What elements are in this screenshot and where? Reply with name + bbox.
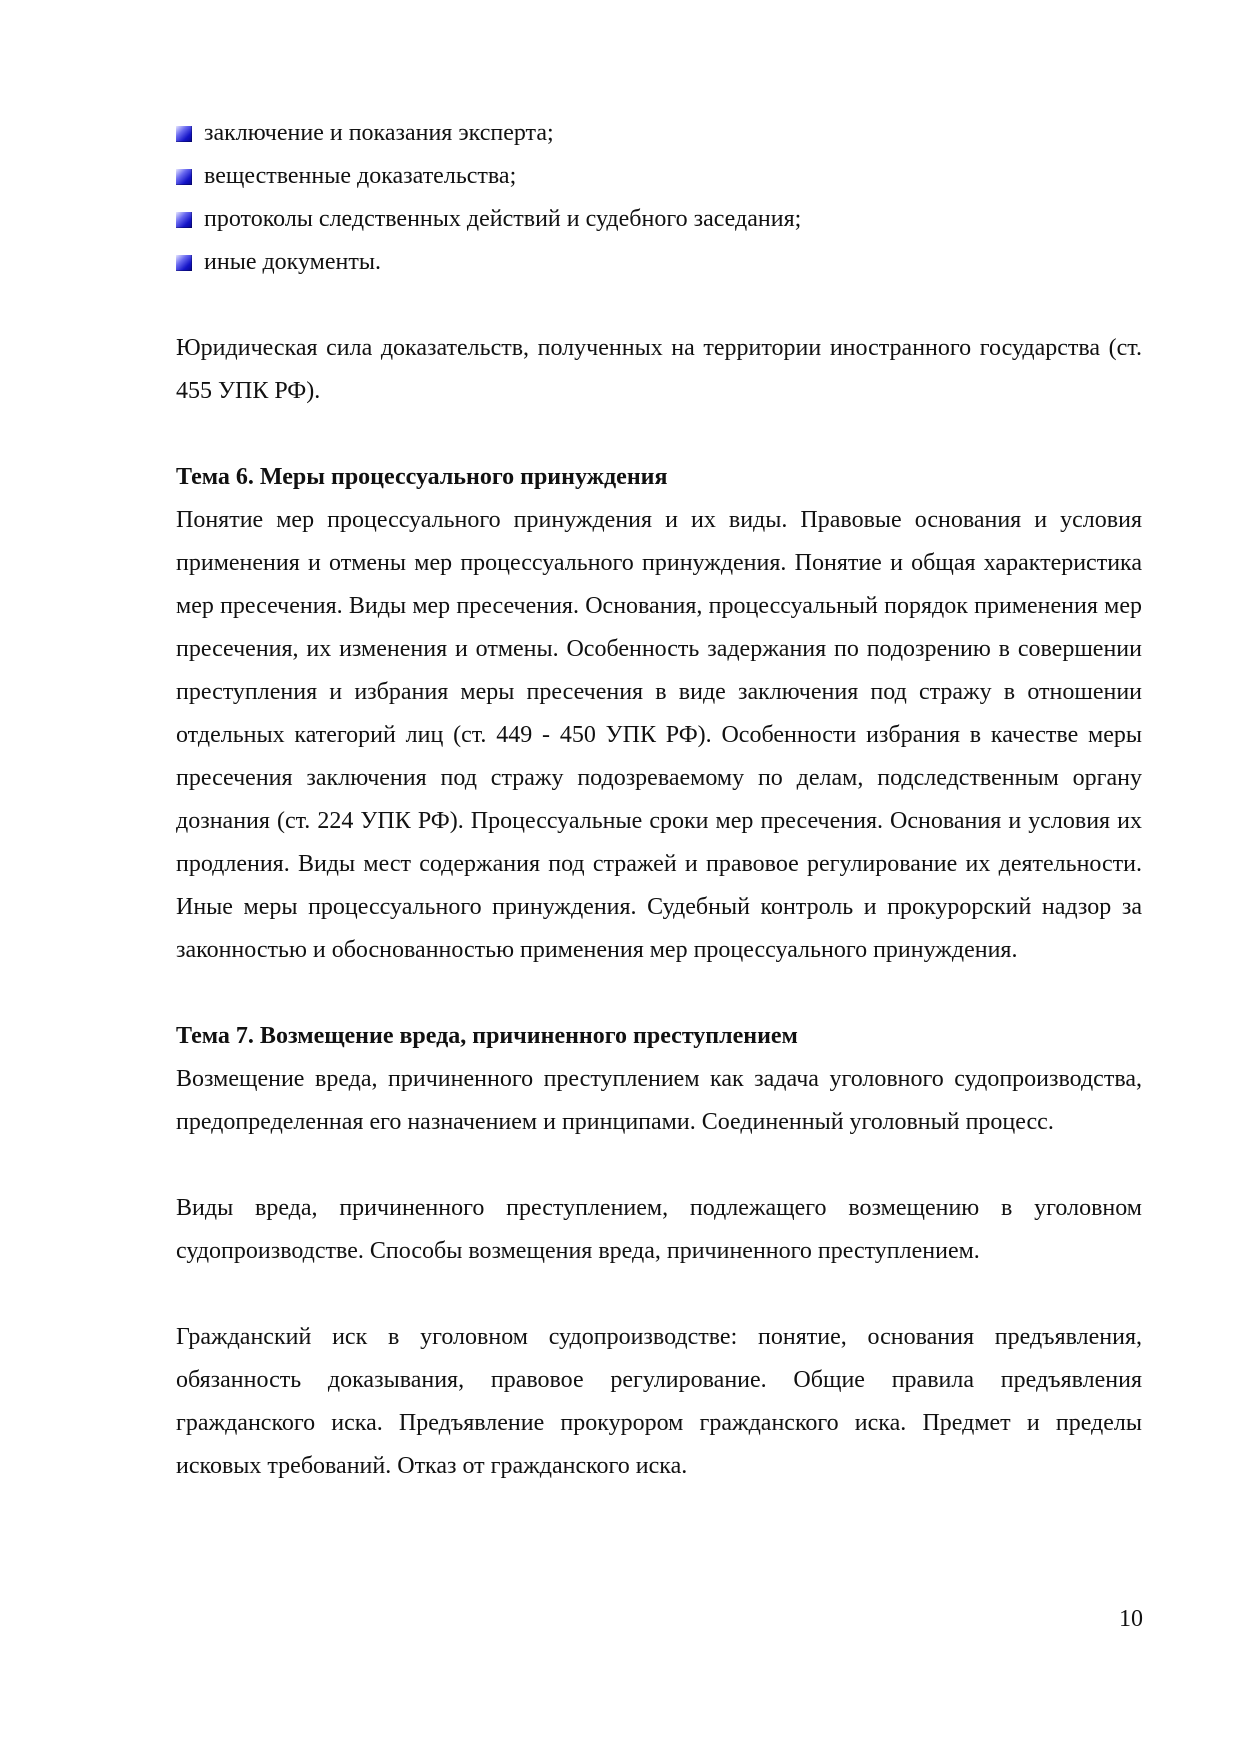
list-item-text: заключение и показания эксперта; — [204, 120, 554, 146]
spacer — [176, 972, 1142, 1015]
evidence-list — [176, 112, 1142, 284]
spacer — [176, 413, 1142, 456]
topic-6-body: Понятие мер процессуального принуждения и их виды. Правовые основания и условия применения и отмены мер процессуального принуждения. Понятие и общая характеристика мер пресечения. Виды мер пресечения. Основания, процессуальный порядок применения мер пресечения, их изменения и отмены. Особенность задержания по подозрению в совершении преступления и избрания меры пресечения в виде заключения под стражу в отношении отдельных категорий лиц (ст. 449 - 450 УПК РФ). Особенности избрания в качестве меры пресечения заключения под стражу подозреваемому по делам, подследственным органу дознания (ст. 224 УПК РФ). Процессуальные сроки мер пресечения. Основания и условия их продления. Виды мест содержания под стражей и правовое регулирование их деятельности. Иные меры процессуального принуждения. Судебный контроль и прокурорский надзор за законностью и обоснованностью применения мер процессуального принуждения. — [176, 507, 1142, 963]
list-item-text: протоколы следственных действий и судебного заседания; — [204, 206, 802, 232]
topic-7-paragraph-3: Гражданский иск в уголовном судопроизводстве: понятие, основания предъявления, обязанность доказывания, правовое регулирование. Общие правила предъявления гражданского иска. Предъявление прокурором гражданского иска. Предмет и пределы исковых требований. Отказ от гражданского иска. — [176, 1324, 1142, 1479]
spacer — [176, 1144, 1142, 1187]
topic-7-heading: Тема 7. Возмещение вреда, причиненного преступлением — [176, 1023, 798, 1049]
square-bullet-icon — [176, 126, 192, 142]
topic-6-heading: Тема 6. Меры процессуального принуждения — [176, 464, 668, 490]
list-item-text: иные документы. — [204, 249, 381, 275]
spacer — [176, 1273, 1142, 1316]
square-bullet-icon — [176, 169, 192, 185]
spacer — [176, 284, 1142, 327]
page-number: 10 — [1119, 1606, 1143, 1632]
topic-7-paragraph-1: Возмещение вреда, причиненного преступлением как задача уголовного судопроизводства, предопределенная его назначением и принципами. Соединенный уголовный процесс. — [176, 1066, 1142, 1135]
evidence-paragraph: Юридическая сила доказательств, полученных на территории иностранного государства (ст. 455 УПК РФ). — [176, 335, 1142, 404]
square-bullet-icon — [176, 212, 192, 228]
list-item — [176, 112, 1142, 155]
list-item — [176, 198, 1142, 241]
list-item — [176, 241, 1142, 284]
topic-7-paragraph-2: Виды вреда, причиненного преступлением, подлежащего возмещению в уголовном судопроизводстве. Способы возмещения вреда, причиненного преступлением. — [176, 1195, 1142, 1264]
document-page — [176, 112, 1142, 1488]
list-item — [176, 155, 1142, 198]
list-item-text: вещественные доказательства; — [204, 163, 517, 189]
square-bullet-icon — [176, 255, 192, 271]
